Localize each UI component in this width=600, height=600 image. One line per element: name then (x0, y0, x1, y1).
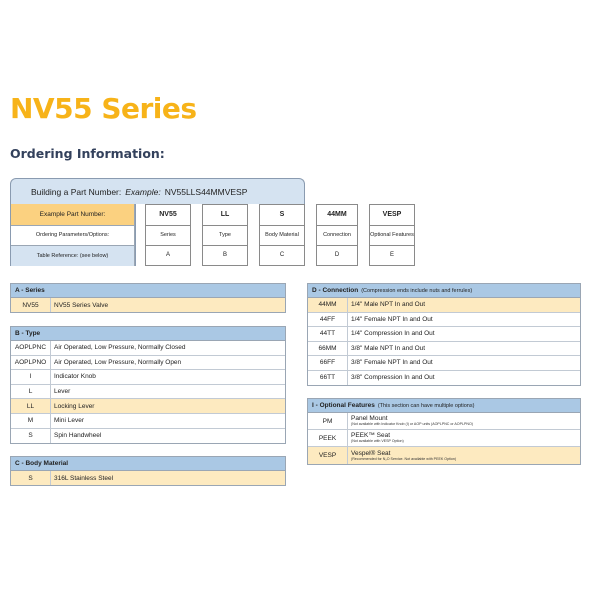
table-heading-note: (Compression ends include nuts and ferrules) (361, 287, 473, 294)
table-row (308, 313, 580, 328)
table-row (11, 429, 285, 444)
table-row (11, 471, 285, 485)
option-description: 1/4" Male NPT In and Out (351, 301, 426, 309)
table-row (11, 356, 285, 371)
table-row (308, 413, 580, 430)
option-code: PM (308, 413, 348, 429)
option-code: 66MM (308, 342, 348, 356)
builder-param-cell: Optional Features (369, 226, 415, 246)
option-description: Air Operated, Low Pressure, Normally Open (54, 358, 182, 366)
option-description-cell (348, 430, 580, 446)
option-description: 1/4" Female NPT In and Out (351, 315, 433, 323)
option-code: M (11, 414, 51, 428)
builder-ref-cell: B (202, 246, 248, 266)
option-footnote: (Recommended for N₂O Service. Not available with PEEK Option) (351, 456, 457, 461)
option-code: 66TT (308, 371, 348, 386)
option-code: S (11, 429, 51, 444)
builder-param-cell: Type (202, 226, 248, 246)
builder-heading: Building a Part Number: (31, 186, 122, 197)
table-heading (308, 399, 580, 413)
part-number-builder-header (10, 178, 305, 204)
table-row (11, 341, 285, 356)
table-heading (11, 327, 285, 341)
builder-code-cell: VESP (369, 204, 415, 226)
builder-ref-cell: E (369, 246, 415, 266)
table-row (308, 327, 580, 342)
option-code: S (11, 471, 51, 485)
table-row (11, 385, 285, 400)
table-d (307, 283, 581, 386)
option-description: Mini Lever (54, 417, 84, 425)
ordering-parameters-label: Ordering Parameters/Options: (11, 226, 135, 246)
option-description: Panel Mount (351, 415, 388, 423)
option-code: PEEK (308, 430, 348, 446)
option-footnote: (Not available with VESP Option) (351, 439, 404, 444)
page-title: NV55 Series (10, 92, 197, 125)
option-description: Vespel® Seat (351, 449, 391, 457)
option-code: LL (11, 399, 51, 413)
table-b (10, 326, 286, 444)
table-row (11, 399, 285, 414)
table-row (308, 447, 580, 464)
builder-code-cell: LL (202, 204, 248, 226)
example-part-number-label: Example Part Number: (11, 204, 135, 226)
builder-code-cell: NV55 (145, 204, 191, 226)
option-description: Spin Handwheel (54, 432, 102, 440)
option-description: 3/8" Compression In and Out (351, 374, 435, 382)
table-row (308, 298, 580, 313)
option-description: 1/4" Compression In and Out (351, 330, 435, 338)
example-label: Example: (125, 186, 161, 197)
option-description: Lever (54, 388, 71, 396)
builder-param-cell: Connection (316, 226, 358, 246)
option-description: 316L Stainless Steel (54, 474, 114, 482)
option-code: NV55 (11, 298, 51, 312)
table-row (308, 342, 580, 357)
table-c (10, 456, 286, 486)
option-code: 44TT (308, 327, 348, 341)
table-heading-text: I - Optional Features (312, 402, 375, 409)
option-description: Air Operated, Low Pressure, Normally Closed (54, 344, 186, 352)
table-heading-text: D - Connection (312, 287, 359, 294)
table-reference-label: Table Reference: (see below) (11, 246, 135, 266)
table-heading (11, 457, 285, 471)
option-code: 44MM (308, 298, 348, 312)
option-code: AOPLPNC (11, 341, 51, 355)
section-subtitle: Ordering Information: (10, 146, 165, 161)
option-description: Locking Lever (54, 402, 95, 410)
table-row (308, 430, 580, 447)
option-code: VESP (308, 447, 348, 464)
option-description: 3/8" Female NPT In and Out (351, 359, 433, 367)
option-description-cell (348, 413, 580, 429)
builder-code-cell: S (259, 204, 305, 226)
table-heading-note: (This section can have multiple options) (377, 402, 475, 409)
table-heading-text: C - Body Material (15, 460, 69, 467)
table-row (308, 371, 580, 386)
option-description: PEEK™ Seat (351, 432, 391, 440)
table-heading (308, 284, 580, 298)
option-description: 3/8" Male NPT In and Out (351, 344, 426, 352)
table-heading-text: B - Type (15, 330, 41, 337)
table-row (11, 370, 285, 385)
builder-ref-cell: A (145, 246, 191, 266)
option-description-cell (348, 447, 580, 464)
option-code: 66FF (308, 356, 348, 370)
builder-code-cell: 44MM (316, 204, 358, 226)
option-code: 44FF (308, 313, 348, 327)
option-code: I (11, 370, 51, 384)
option-footnote: (Not available with Indicator Knob (I) or AOP units (AOPLPNC or AOPLPNO) (351, 422, 473, 427)
builder-ref-cell: D (316, 246, 358, 266)
example-part-number: NV55LLS44MMVESP (164, 186, 248, 197)
option-description: Indicator Knob (54, 373, 96, 381)
option-code: L (11, 385, 51, 399)
table-row (11, 414, 285, 429)
builder-ref-cell: C (259, 246, 305, 266)
table-heading (11, 284, 285, 298)
option-description: NV55 Series Valve (54, 301, 109, 309)
option-code: AOPLPNO (11, 356, 51, 370)
table-row (11, 298, 285, 312)
table-i (307, 398, 581, 465)
table-row (308, 356, 580, 371)
builder-param-cell: Body Material (259, 226, 305, 246)
table-heading-text: A - Series (15, 287, 45, 294)
table-a (10, 283, 286, 313)
builder-param-cell: Series (145, 226, 191, 246)
